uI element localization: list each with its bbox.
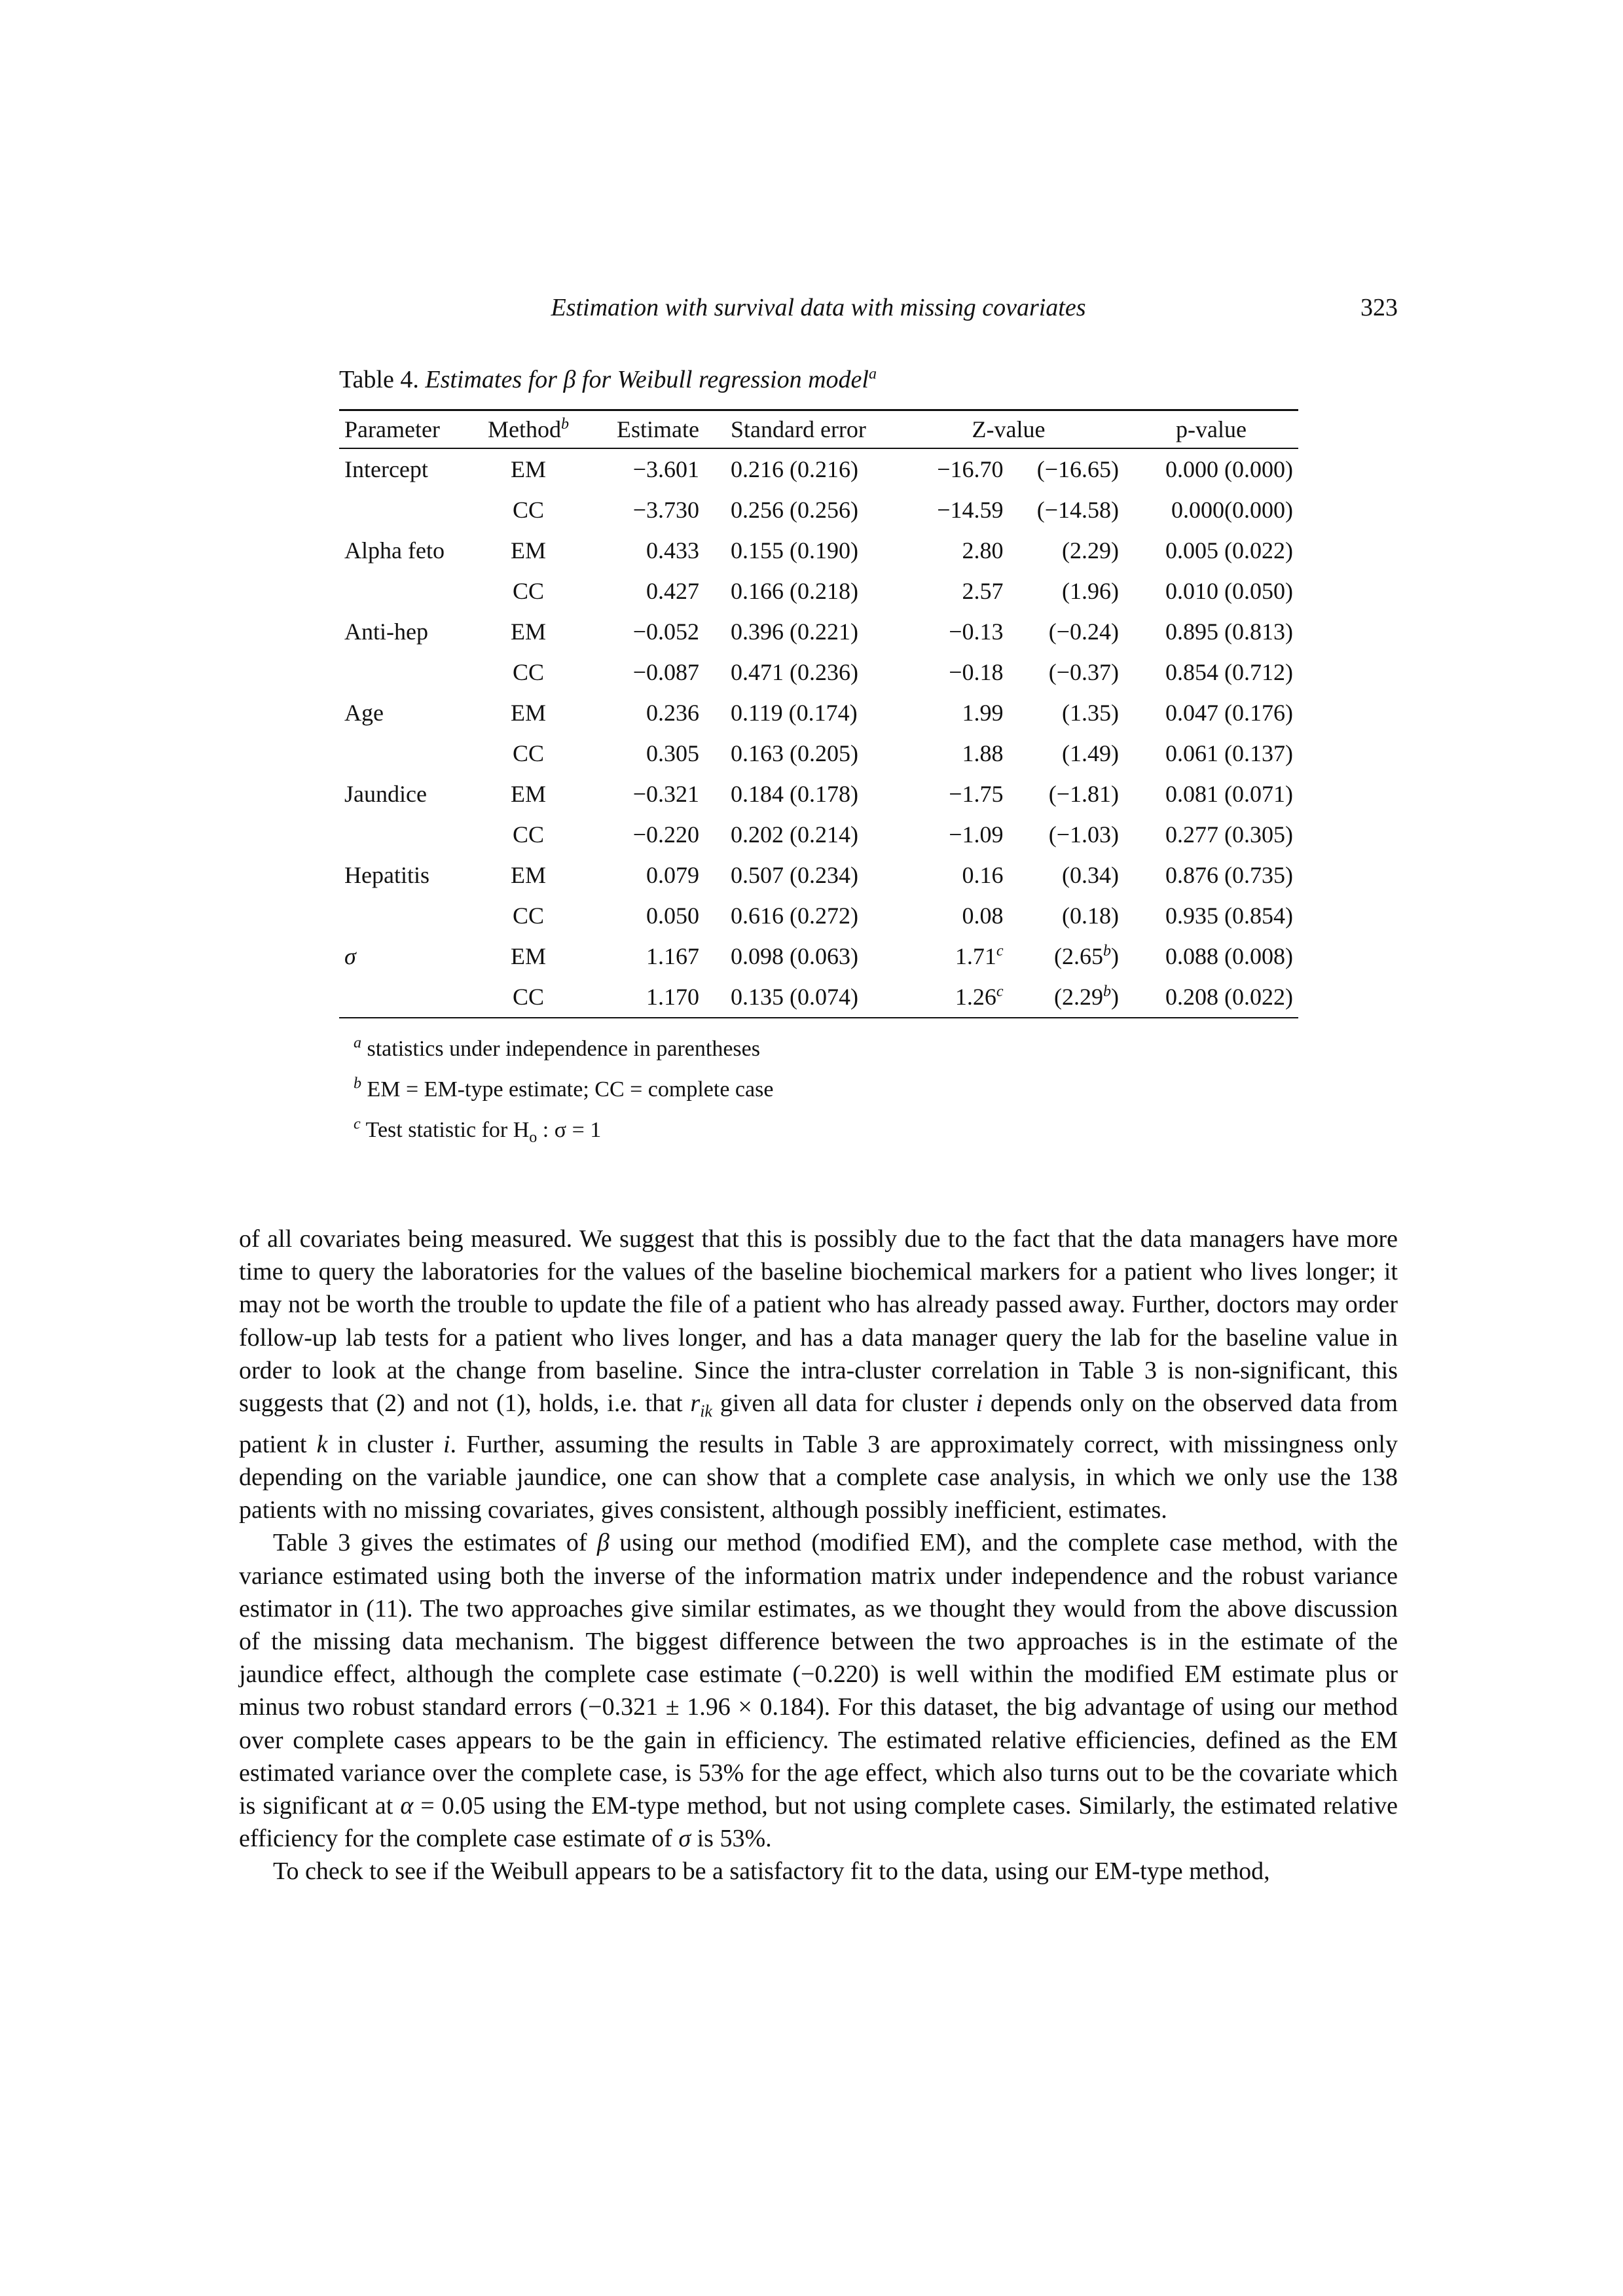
page-number: 323 (1360, 294, 1398, 321)
table-row (339, 448, 1298, 490)
z-indep-text: (−0.24) (1048, 619, 1119, 645)
cell-z-value (893, 611, 1009, 652)
p1-text-b: given all data for cluster (712, 1390, 976, 1418)
table-label: Table 4. (339, 366, 419, 393)
cell-standard-error: 0.119 (0.174) (731, 700, 858, 726)
cell-z-value-independence (1009, 448, 1125, 490)
p2-text-b: using our method (modified EM), and the complete case method, with the variance estimated using both the inverse of the information matrix under independence and the robust variance estimator in (11). The two approaches give similar estimates, as we thought they would from the above discussion of the missing data mechanism. The biggest difference between the two approaches is in the estimate of the jaundice effect, although the complete case estimate (−0.220) is well within the modified EM estimate plus or minus two robust standard errors (−0.321 ± 1.96 × 0.184). For this dataset, the big advantage of using our method over complete cases appears to be the gain in efficiency. The estimated relative efficiencies, defined as the EM estimated variance over the complete case, is 53% for the age effect, which also turns out to be the covariate which is significant at (239, 1529, 1398, 1820)
paragraph-2 (239, 1526, 1398, 1855)
cell-method: EM (511, 862, 546, 888)
cell-standard-error: 0.163 (0.205) (731, 740, 858, 766)
header-method (474, 410, 583, 449)
cell-z-value (893, 692, 1009, 733)
p1-text-d: in cluster (327, 1430, 443, 1458)
cell-z-value-independence (1009, 733, 1125, 774)
cell-standard-error: 0.135 (0.074) (731, 984, 858, 1010)
cell-p-value: 0.854 (0.712) (1165, 659, 1293, 685)
table-header-row (339, 410, 1298, 449)
table-row (339, 814, 1298, 855)
cell-standard-error: 0.098 (0.063) (731, 943, 858, 969)
header-method-sup: b (561, 416, 569, 433)
z-indep-text: (1.96) (1062, 578, 1119, 604)
cell-parameter: Hepatitis (344, 862, 429, 888)
p2-text-c: = 0.05 using the EM-type method, but not using complete cases. Similarly, the estimated relative efficiency for the complete case estimate of (239, 1792, 1398, 1853)
cell-method: EM (511, 456, 546, 482)
cell-z-value-independence (1009, 490, 1125, 530)
z-indep-sup: b (1103, 942, 1111, 960)
table-row (339, 774, 1298, 814)
z-indep-text: (−0.37) (1048, 659, 1119, 685)
p1-text-a: of all covariates being measured. We suggest that this is possibly due to the fact that the data managers have more time to query the laboratories for the values of the baseline biochemical markers for a patient who lives longer; it may not be worth the trouble to update the file of a patient who has already passed away. Further, doctors may order follow-up lab tests for a patient who lives longer, and has a data manager query the lab for the baseline value in order to look at the change from baseline. Since the intra-cluster correlation in Table 3 is non-significant, this suggests that (2) and not (1), holds, i.e. that (239, 1225, 1398, 1418)
p1-var-k: k (316, 1430, 328, 1458)
table-body (339, 448, 1298, 1018)
cell-z-value (893, 936, 1009, 977)
p1-text-e: . Further, assuming the results in Table 3 are approximately correct, with missingness only depending on the variable jaundice, one can show that a complete case analysis, in which we only use the 138 patients with no missing covariates, gives consistent, although possibly inefficient, estimates. (239, 1430, 1398, 1524)
p2-var-beta: β (596, 1529, 610, 1557)
p1-var-r-sub: ik (700, 1401, 712, 1421)
footnote-c-tail: : σ = 1 (537, 1118, 602, 1142)
cell-estimate: −0.052 (632, 619, 699, 645)
cell-z-value (893, 814, 1009, 855)
cell-z-value-independence (1009, 936, 1125, 977)
table-row (339, 692, 1298, 733)
footnote-c (354, 1110, 773, 1158)
cell-z-value (893, 530, 1009, 571)
cell-p-value: 0.081 (0.071) (1165, 781, 1293, 807)
p2-text-d: is 53%. (691, 1825, 772, 1853)
body-text (239, 1223, 1398, 1888)
cell-z-value (893, 571, 1009, 611)
z-indep-text: (2.65 (1054, 943, 1103, 969)
table-row (339, 530, 1298, 571)
table-title-sup: a (868, 365, 877, 383)
cell-z-value (893, 652, 1009, 692)
cell-estimate: 0.079 (646, 862, 699, 888)
cell-parameter (339, 733, 474, 774)
cell-method: CC (512, 659, 545, 685)
z-indep-text: (−14.58) (1036, 497, 1119, 523)
table-row (339, 571, 1298, 611)
header-p-value: p-value (1176, 416, 1247, 442)
cell-estimate: 0.427 (646, 578, 699, 604)
p2-var-sigma: σ (678, 1825, 691, 1853)
footnote-c-sub: o (529, 1128, 538, 1146)
cell-p-value: 0.277 (0.305) (1165, 821, 1293, 848)
table-row (339, 895, 1298, 936)
cell-parameter (339, 977, 474, 1018)
cell-standard-error: 0.216 (0.216) (731, 456, 858, 482)
header-estimate: Estimate (617, 416, 699, 442)
results-table (339, 409, 1298, 1018)
paragraph-1 (239, 1223, 1398, 1526)
z-indep-text: (2.29) (1062, 537, 1119, 564)
cell-p-value: 0.047 (0.176) (1165, 700, 1293, 726)
cell-standard-error: 0.202 (0.214) (731, 821, 858, 848)
cell-standard-error: 0.155 (0.190) (731, 537, 858, 564)
cell-estimate: −3.730 (632, 497, 699, 523)
table-row (339, 652, 1298, 692)
cell-parameter: Anti-hep (344, 619, 428, 645)
z-value-sup: c (996, 942, 1004, 960)
cell-method: CC (512, 740, 545, 766)
cell-estimate: 1.167 (646, 943, 699, 969)
cell-z-value (893, 895, 1009, 936)
cell-standard-error: 0.507 (0.234) (731, 862, 858, 888)
cell-z-value-independence (1009, 895, 1125, 936)
cell-standard-error: 0.396 (0.221) (731, 619, 858, 645)
p2-text-a: Table 3 gives the estimates of (273, 1529, 597, 1557)
table-row (339, 490, 1298, 530)
header-standard-error: Standard error (731, 416, 866, 442)
z-value-text: −1.09 (949, 821, 1004, 848)
cell-z-value (893, 855, 1009, 895)
cell-parameter (339, 814, 474, 855)
table-row (339, 611, 1298, 652)
cell-standard-error: 0.616 (0.272) (731, 903, 858, 929)
cell-estimate: −0.087 (632, 659, 699, 685)
cell-z-value-independence (1009, 774, 1125, 814)
z-value-text: 0.08 (962, 903, 1004, 929)
cell-estimate: −0.321 (632, 781, 699, 807)
z-value-text: −14.59 (937, 497, 1004, 523)
cell-z-value-independence (1009, 814, 1125, 855)
z-indep-text: (1.49) (1062, 740, 1119, 766)
z-indep-text: (−1.03) (1048, 821, 1119, 848)
z-indep-text: (0.34) (1062, 862, 1119, 888)
running-header (239, 293, 1398, 326)
cell-p-value: 0.061 (0.137) (1165, 740, 1293, 766)
p1-var-i2: i (443, 1430, 450, 1458)
cell-estimate: −3.601 (632, 456, 699, 482)
cell-estimate: 0.433 (646, 537, 699, 564)
cell-estimate: 0.236 (646, 700, 699, 726)
cell-p-value: 0.876 (0.735) (1165, 862, 1293, 888)
table-row (339, 936, 1298, 977)
table-row (339, 855, 1298, 895)
cell-method: CC (512, 903, 545, 929)
cell-parameter: σ (344, 943, 356, 969)
cell-method: CC (512, 578, 545, 604)
cell-p-value: 0.935 (0.854) (1165, 903, 1293, 929)
z-value-text: −0.18 (949, 659, 1004, 685)
z-value-text: 2.80 (962, 537, 1004, 564)
cell-parameter (339, 895, 474, 936)
cell-z-value-independence (1009, 652, 1125, 692)
cell-parameter: Age (344, 700, 384, 726)
cell-estimate: 0.305 (646, 740, 699, 766)
cell-z-value-independence (1009, 977, 1125, 1018)
cell-parameter (339, 571, 474, 611)
footnote-a-text: statistics under independence in parentheses (367, 1037, 760, 1061)
z-value-text: 1.99 (962, 700, 1004, 726)
cell-parameter: Jaundice (344, 781, 427, 807)
z-value-text: −0.13 (949, 619, 1004, 645)
cell-method: CC (512, 497, 545, 523)
z-indep-text: (2.29 (1054, 984, 1103, 1010)
footnote-a (354, 1029, 773, 1069)
cell-estimate: 0.050 (646, 903, 699, 929)
cell-p-value: 0.895 (0.813) (1165, 619, 1293, 645)
p1-var-r: r (690, 1390, 701, 1418)
z-indep-close: ) (1111, 943, 1119, 969)
cell-p-value: 0.005 (0.022) (1165, 537, 1293, 564)
p2-var-alpha: α (400, 1792, 414, 1820)
footnote-c-text: Test statistic for H (365, 1118, 530, 1142)
cell-z-value (893, 490, 1009, 530)
cell-z-value-independence (1009, 855, 1125, 895)
z-value-sup: c (996, 983, 1004, 1000)
p1-text-c: depends only on the observed data from patient (239, 1390, 1398, 1458)
cell-standard-error: 0.184 (0.178) (731, 781, 858, 807)
cell-method: EM (511, 781, 546, 807)
header-parameter: Parameter (344, 416, 440, 442)
footnote-c-mark: c (354, 1115, 361, 1133)
z-indep-text: (−16.65) (1036, 456, 1119, 482)
footnote-b-text: EM = EM-type estimate; CC = complete case (367, 1077, 774, 1102)
cell-parameter: Alpha feto (344, 537, 445, 564)
cell-standard-error: 0.166 (0.218) (731, 578, 858, 604)
table-caption (339, 365, 877, 394)
cell-p-value: 0.000(0.000) (1171, 497, 1293, 523)
running-title: Estimation with survival data with missing covariates (551, 294, 1086, 321)
cell-parameter: Intercept (344, 456, 428, 482)
cell-p-value: 0.010 (0.050) (1165, 578, 1293, 604)
footnote-b-mark: b (354, 1075, 361, 1092)
cell-p-value: 0.088 (0.008) (1165, 943, 1293, 969)
table-title: Estimates for β for Weibull regression model (425, 366, 869, 393)
cell-method: CC (512, 984, 545, 1010)
cell-z-value (893, 733, 1009, 774)
z-indep-text: (1.35) (1062, 700, 1119, 726)
z-indep-sup: b (1103, 983, 1111, 1000)
cell-method: EM (511, 619, 546, 645)
table-row (339, 733, 1298, 774)
cell-parameter (339, 652, 474, 692)
z-value-text: 0.16 (962, 862, 1004, 888)
cell-method: EM (511, 943, 546, 969)
paragraph-3: To check to see if the Weibull appears to be a satisfactory fit to the data, using our EM-type method, (273, 1857, 1270, 1886)
cell-parameter (339, 490, 474, 530)
table-footnotes (354, 1029, 773, 1158)
footnote-b (354, 1069, 773, 1110)
z-value-text: 1.88 (962, 740, 1004, 766)
cell-z-value-independence (1009, 692, 1125, 733)
cell-z-value (893, 977, 1009, 1018)
z-indep-close: ) (1111, 984, 1119, 1010)
cell-z-value-independence (1009, 530, 1125, 571)
footnote-a-mark: a (354, 1034, 361, 1052)
cell-standard-error: 0.256 (0.256) (731, 497, 858, 523)
cell-method: EM (511, 700, 546, 726)
z-value-text: −1.75 (949, 781, 1004, 807)
z-value-text: 1.26 (955, 984, 996, 1010)
cell-z-value (893, 448, 1009, 490)
cell-method: EM (511, 537, 546, 564)
cell-p-value: 0.000 (0.000) (1165, 456, 1293, 482)
results-table-container (339, 409, 1298, 1018)
cell-standard-error: 0.471 (0.236) (731, 659, 858, 685)
header-method-label: Method (488, 416, 561, 442)
cell-z-value-independence (1009, 611, 1125, 652)
z-indep-text: (0.18) (1062, 903, 1119, 929)
z-indep-text: (−1.81) (1048, 781, 1119, 807)
cell-estimate: −0.220 (632, 821, 699, 848)
p1-var-i1: i (976, 1390, 983, 1418)
z-value-text: −16.70 (937, 456, 1004, 482)
header-z-value: Z-value (972, 416, 1046, 442)
cell-estimate: 1.170 (646, 984, 699, 1010)
cell-p-value: 0.208 (0.022) (1165, 984, 1293, 1010)
z-value-text: 2.57 (962, 578, 1004, 604)
table-row (339, 977, 1298, 1018)
cell-z-value (893, 774, 1009, 814)
cell-method: CC (512, 821, 545, 848)
cell-z-value-independence (1009, 571, 1125, 611)
z-value-text: 1.71 (955, 943, 996, 969)
